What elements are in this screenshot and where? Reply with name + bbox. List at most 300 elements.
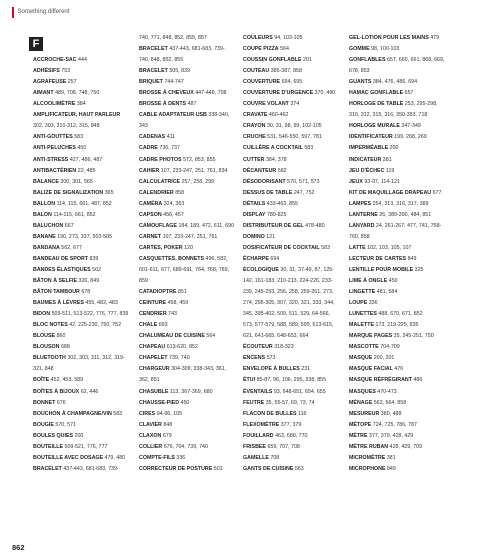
index-page-refs: 121 (266, 233, 276, 240)
index-entry (349, 132, 477, 143)
index-page-refs: 740, 848, 852, 855 (139, 57, 184, 64)
index-entry (139, 309, 249, 320)
index-term: BALIZE DE SIGNALIZATION (33, 189, 104, 196)
index-page-refs: 257 (67, 79, 77, 86)
index-term: BALON (33, 211, 52, 218)
index-page-refs: 450 (388, 278, 398, 285)
index-term: BANANE (33, 233, 56, 240)
index-entry (33, 276, 151, 287)
index-page-refs: 562, 677 (61, 244, 82, 251)
index-page-refs: 381 (386, 454, 396, 461)
index-entry (33, 243, 151, 254)
index-page-refs: 496, 582, (205, 255, 228, 262)
index-term: HORLOGE MURALE (349, 123, 400, 130)
index-page-refs: 385-387, 858 (270, 68, 302, 75)
index-page-refs: 94, 103-105 (274, 35, 303, 41)
index-page-refs: 302, 303, 311, 312, 319- (67, 355, 125, 362)
index-column-1 (33, 33, 151, 475)
index-term: AGRAFEUSE (33, 79, 67, 86)
index-term: CAMOUFLAGE (139, 222, 177, 229)
index-entry (33, 166, 151, 177)
index-entry (349, 464, 477, 475)
index-page-refs: 479 (430, 35, 440, 41)
index-entry (139, 77, 249, 88)
index-entry (139, 188, 249, 199)
index-page-refs: 450 (180, 399, 190, 406)
index-term: MASQUE (349, 355, 373, 362)
index-page-refs: 437-443, 681-683, 739- (63, 465, 119, 472)
index-entry (33, 309, 151, 320)
index-entry (243, 177, 355, 188)
index-term: BRACELET (139, 68, 168, 75)
index-term: ÉCOUTEUR (243, 344, 273, 351)
index-page-refs: 531, 546-550, 597, 781 (267, 134, 322, 141)
index-page-refs: 304-309, 338-343, 361, (171, 366, 227, 373)
index-entry (33, 320, 151, 331)
index-page-refs: 849 (407, 255, 417, 262)
index-term: BÂTON TAMBOUR (33, 289, 80, 296)
index-term: MÉTOPE (349, 421, 372, 428)
index-page-refs: 380, 488 (380, 410, 402, 417)
index-entry (33, 132, 151, 143)
index-entry (33, 110, 151, 121)
index-term: BANDEAU DE SPORT (33, 255, 89, 262)
index-entry (139, 155, 249, 166)
index-term: GEL-LOTION POUR LES MAINS (349, 35, 429, 41)
index-page-refs: 502 (92, 266, 102, 273)
index-page-refs: 679 (162, 432, 172, 439)
index-entry (349, 298, 477, 309)
index-entry (349, 143, 477, 154)
index-entry (139, 409, 249, 420)
index-term: BRACELET (139, 46, 168, 53)
index-page-refs: 201 (303, 57, 312, 64)
index-term: COUVERTURE D'URGENCE (243, 90, 314, 97)
index-entry (33, 409, 151, 420)
index-entry (139, 464, 249, 475)
index-term: CORRECTEUR DE POSTURE (139, 465, 213, 472)
index-entry (243, 353, 355, 364)
index-term: FEUTRE (243, 399, 265, 406)
index-page-refs: 573 (266, 355, 276, 362)
index-page-refs: 601-611, 677, 689-691, 764, 768, 769, (139, 266, 230, 273)
index-entry (139, 331, 249, 342)
index-page-refs: 142, 161-183, 210-213, 224-226, 233- (243, 278, 333, 285)
index-entry (243, 398, 355, 409)
index-page-refs: 119 (385, 167, 395, 174)
index-entry (33, 464, 151, 475)
index-page-refs: 489, 708, 748, 750 (55, 90, 100, 97)
index-entry (139, 121, 249, 132)
index-page-refs: 564 (206, 333, 216, 340)
index-page-refs: 318-323 (274, 344, 294, 351)
index-term: CUTTER (243, 156, 265, 163)
index-page-refs: 35, 245-251, 750 (393, 333, 434, 340)
index-page-refs: 345, 395-402, 509, 511, 529, 64-566, (243, 311, 331, 318)
index-entry (139, 66, 249, 77)
index-entry (33, 265, 151, 276)
index-page-refs: 437-443, 681-683, 739- (169, 46, 225, 53)
index-term: MÉNAGE (349, 399, 373, 406)
index-term: DESSUS DE TABLE (243, 189, 293, 196)
index-page-refs: 848 (163, 421, 173, 428)
index-entry (349, 210, 477, 221)
index-term: BLOUSE (33, 333, 56, 340)
index-term: BOUCHON À CHAMPAGNE/VIN (33, 410, 112, 417)
index-entry (243, 375, 355, 386)
index-term: LECTEUR DE CARTES (349, 255, 407, 262)
index-entry (33, 331, 151, 342)
index-page-refs: 456, 457 (163, 211, 184, 218)
index-term: CEINTURE (139, 300, 167, 307)
index-term: DÉCANTEUR (243, 167, 277, 174)
index-entry (33, 353, 151, 364)
index-term: ENCENS (243, 355, 266, 362)
index-term: COLLIER (139, 443, 163, 450)
index-column-2 (139, 33, 249, 475)
index-entry (349, 55, 477, 66)
index-term: BOUGIE (33, 421, 54, 428)
index-term: ACCROCHE-SAC (33, 57, 77, 64)
index-page-refs: 509-521, 776, 777 (64, 443, 108, 450)
index-page-refs: 570, 571, 573 (287, 178, 320, 185)
index-entry (243, 143, 355, 154)
index-entry (349, 364, 477, 375)
index-term: HORLOGE DE TABLE (349, 101, 404, 108)
index-term: BIDON (33, 311, 51, 318)
index-term: ADHÉSIFS (33, 68, 60, 75)
index-entry (33, 99, 151, 110)
index-entry (243, 188, 355, 199)
index-page-refs: 257, 258, 299 (181, 178, 214, 185)
index-page-refs: 62, 446 (80, 388, 99, 395)
index-term: CALCULATRICE (139, 178, 181, 185)
index-term: ALCOOLIMÈTRE (33, 101, 76, 108)
index-entry (243, 287, 355, 298)
index-page-refs: 450 (77, 145, 87, 152)
index-term: LAMPES (349, 200, 372, 207)
index-entry (33, 298, 151, 309)
index-entry (349, 66, 477, 77)
index-page-refs: 481, 584 (376, 289, 398, 296)
index-entry (33, 155, 151, 166)
index-page-refs: 563 (294, 465, 304, 472)
index-page-refs: 325 (414, 266, 424, 273)
index-entry (243, 210, 355, 221)
index-entry (139, 254, 249, 265)
index-term: ÉTUI (243, 377, 256, 384)
index-page-refs: 22, 485 (77, 167, 96, 174)
index-page-refs: 455, 482, 483 (85, 300, 118, 307)
index-term: IDENTIFICATEUR (349, 134, 393, 141)
index-term: JEU D'ÉCHEC (349, 167, 385, 174)
index-term: DOMINO (243, 233, 265, 240)
index-page-refs: 254, 313, 316, 317, 389 (372, 200, 429, 207)
index-entry (33, 33, 151, 44)
index-term: CLAXON (139, 432, 162, 439)
index-page-refs: 860 (56, 333, 66, 340)
index-page-refs: 509-511, 513-522, 776, 777, 839 (51, 311, 129, 318)
index-term: BROSSE À DENTS (139, 101, 187, 108)
index-page-refs: 613-620, 852 (166, 344, 198, 351)
index-entry (243, 464, 355, 475)
index-page-refs: 184, 189, 472, 611, 690 (178, 222, 235, 229)
index-page-refs: 582 (277, 167, 287, 174)
index-page-refs: 200 (389, 145, 399, 152)
index-term: FRISBEE (243, 443, 266, 450)
index-entry (243, 199, 355, 210)
index-entry (139, 44, 249, 55)
index-entry (349, 442, 477, 453)
index-term: MÈTRE RUBAN (349, 443, 389, 450)
index-entry (243, 121, 355, 132)
index-term: CHAPELET (139, 355, 168, 362)
index-entry (243, 265, 355, 276)
index-entry (349, 409, 477, 420)
index-entry (33, 431, 151, 442)
index-page-refs: 583 (321, 244, 330, 251)
index-entry (243, 55, 355, 66)
index-term: CENDRIER (139, 311, 167, 318)
index-term: FOUILLARD (243, 432, 274, 439)
index-term: BÂTON À SELFIE (33, 278, 78, 285)
index-page-refs: 200, 201 (373, 355, 395, 362)
index-page-refs: 676 (56, 399, 66, 406)
index-page-refs: 753 (61, 68, 71, 75)
index-entry (243, 132, 355, 143)
index-term: LUNETTES (349, 311, 377, 318)
index-term: MICROPHONE (349, 465, 386, 472)
index-term: BLOC NOTES (33, 322, 68, 329)
index-page-refs: 676, 704, 739, 740 (163, 443, 208, 450)
index-entry (349, 99, 477, 110)
index-term: CAPSON (139, 211, 162, 218)
index-term: LATTE (349, 244, 366, 251)
index-page-refs: 573, 577-579, 588, 589, 595, 613-615, (243, 322, 334, 329)
index-entry (139, 132, 249, 143)
index-term: BONNET (33, 399, 56, 406)
index-page-refs: 26, 389-390, 484, 851 (379, 211, 432, 218)
index-page-refs: 859 (139, 278, 148, 285)
index-entry (33, 387, 151, 398)
index-page-refs: 744-747 (164, 79, 184, 86)
index-page-refs: 849 (386, 465, 396, 472)
index-term: BANDANA (33, 244, 60, 251)
index-entry (349, 431, 477, 442)
index-entry (139, 55, 249, 66)
index-page-refs: 116 (298, 410, 307, 417)
index-page-refs: 851 (177, 289, 187, 296)
index-entry (349, 232, 477, 243)
index-term: CALENDRIER (139, 189, 174, 196)
index-term: LIME À ONGLE (349, 278, 388, 285)
index-term: CRAVATE (243, 112, 268, 119)
index-page-refs: 572, 853, 855 (183, 156, 216, 163)
running-header (12, 6, 69, 18)
index-page-refs: 107, 233-247, 251, 761, 834 (160, 167, 228, 174)
index-entry (139, 143, 249, 154)
index-term: CASQUETTES, BONNETS (139, 255, 205, 262)
index-term: DISPLAY (243, 211, 266, 218)
index-entry (33, 254, 151, 265)
index-term: DOSIFICATEUR DE COCKTAIL (243, 244, 320, 251)
index-page-refs: 858 (175, 189, 185, 196)
index-term: BRIQUET (139, 79, 163, 86)
index-term: GANTS DE CUISINE (243, 465, 294, 472)
index-term: INDICATEUR (349, 156, 382, 163)
index-term: CLAVIER (139, 421, 162, 428)
index-entry (349, 199, 477, 210)
index-term: CARNET (139, 233, 162, 240)
index-entry (349, 342, 477, 353)
index-entry (349, 188, 477, 199)
index-term: MESUREUR (349, 410, 380, 417)
index-term: MASQUE RÉFRÉGIRANT (349, 377, 412, 384)
index-entry (243, 387, 355, 398)
page-number: 862 (12, 543, 25, 552)
index-term: CADRE (139, 145, 158, 152)
index-page-refs: 347-349 (401, 123, 421, 130)
index-page-refs: 743 (168, 311, 177, 318)
index-term: CAHIER (139, 167, 160, 174)
index-term: CRAYON (243, 123, 266, 130)
index-page-refs: 780-825 (266, 211, 287, 218)
index-page-refs: 93, 648-651, 654, 655 (273, 388, 326, 395)
index-term: CATADIOPTRE (139, 289, 177, 296)
index-page-refs: 839 (89, 255, 99, 262)
index-term: COMPTE-FILS (139, 454, 175, 461)
index-page-refs: 694, 695 (281, 79, 303, 86)
index-term: DÉTAILS (243, 200, 266, 207)
index-page-refs: 688 (60, 344, 70, 351)
index-page-refs: 678 (81, 289, 91, 296)
index-page-refs: 583 (74, 134, 84, 141)
index-term: ANTI-GOUTTES (33, 134, 73, 141)
index-term: ÉVENTAILS (243, 388, 273, 395)
index-page-refs: 433-463, 855 (266, 200, 298, 207)
index-entry (33, 287, 151, 298)
index-entry (139, 88, 249, 99)
index-entry (349, 353, 477, 364)
index-entry (349, 265, 477, 276)
index-entry (243, 166, 355, 177)
index-page-refs: 657, 660, 661, 868, 669, (386, 57, 445, 64)
index-entry (33, 199, 151, 210)
index-entry (139, 287, 249, 298)
index-entry (33, 364, 151, 375)
index-entry (139, 99, 249, 110)
index-term: BLOUSON (33, 344, 60, 351)
index-entry (139, 442, 249, 453)
index-page-refs: 463, 680, 770 (275, 432, 308, 439)
index-entry (33, 398, 151, 409)
index-entry (243, 243, 355, 254)
index-page-refs: 93-97, 114-121 (364, 178, 400, 185)
index-entry (243, 221, 355, 232)
index-entry (349, 110, 477, 121)
index-term: BOUTEILLE AVEC DOSAGE (33, 454, 104, 461)
index-entry (33, 66, 151, 77)
index-entry (349, 398, 477, 409)
index-entry (243, 77, 355, 88)
index-entry (139, 232, 249, 243)
index-entry (349, 121, 477, 132)
index-entry (33, 221, 151, 232)
index-term: BROSSE À CHEVEUX (139, 90, 194, 97)
index-page-refs: 365 (104, 189, 114, 196)
index-entry (349, 77, 477, 88)
index-term: BOUTEILLE (33, 443, 64, 450)
index-entry (33, 375, 151, 386)
index-term: BOULES QUIES (33, 432, 74, 439)
index-entry (243, 44, 355, 55)
index-entry (33, 420, 151, 431)
index-page-refs: 739, 740 (169, 355, 190, 362)
index-term: IMPERMÉABLE (349, 145, 389, 152)
index-page-refs: 98, 100-103 (371, 46, 400, 53)
index-page-refs: 190, 273, 337, 503-505 (57, 233, 112, 240)
index-page-refs: 708 (270, 454, 280, 461)
index-term: GONFLABLES (349, 57, 386, 64)
index-entry (139, 110, 249, 121)
index-term: KIT DE MAQUILLAGE DRAPEAU (349, 189, 432, 196)
index-page-refs: 427, 486, 487 (69, 156, 103, 163)
index-page-refs: 370, 490 (314, 90, 336, 97)
index-entry (139, 298, 249, 309)
index-entry (139, 398, 249, 409)
index-term: MICROMÈTRE (349, 454, 386, 461)
index-term: AMPLIFICATEUR, HAUT PARLEUR (33, 112, 121, 119)
index-term: CRUCHE (243, 134, 266, 141)
index-page-refs: 114, 115, 661, 487, 852 (56, 200, 112, 207)
index-term: LANYARD (349, 222, 375, 229)
index-entry (243, 276, 355, 287)
index-entry (139, 177, 249, 188)
index-page-refs: 452, 453, 589 (50, 377, 84, 384)
index-page-refs: 447-448, 708 (195, 90, 227, 97)
index-term: FLACON DE BULLES (243, 410, 297, 417)
index-term: COULEURS (243, 35, 273, 41)
index-entry (33, 143, 151, 154)
index-page-refs: 102, 103, 105, 107 (367, 244, 412, 251)
index-page-refs: 321, 848 (33, 366, 54, 373)
index-page-refs: 476 (394, 366, 404, 373)
index-entry (243, 342, 355, 353)
index-entry (349, 287, 477, 298)
index-entry (243, 309, 355, 320)
index-page-refs: 570, 571 (55, 421, 77, 428)
index-term: CHARGEUR (139, 366, 170, 373)
header-accent-bar (12, 7, 14, 18)
index-page-refs: 173, 219-225, 835 (375, 322, 419, 329)
index-page-refs: 667 (64, 222, 74, 229)
index-entry (33, 188, 151, 199)
index-entry (139, 276, 249, 287)
index-page-refs: 199, 268, 269 (394, 134, 427, 141)
index-entry (349, 375, 477, 386)
index-term: COUTEAU (243, 68, 270, 75)
index-page-refs: 621, 641-665, 648-653, 664 (243, 333, 309, 340)
index-entry (33, 342, 151, 353)
index-term: HAMAC GONFLABLE (349, 90, 404, 97)
index-page-refs: 724, 725, 786, 787 (372, 421, 417, 428)
index-entry (349, 254, 477, 265)
index-term: CAMÉRA (139, 200, 163, 207)
index-entry (349, 166, 477, 177)
index-term: MASQUE FACIAL (349, 366, 393, 373)
index-entry (33, 77, 151, 88)
index-page-refs: 478-480 (305, 222, 325, 229)
